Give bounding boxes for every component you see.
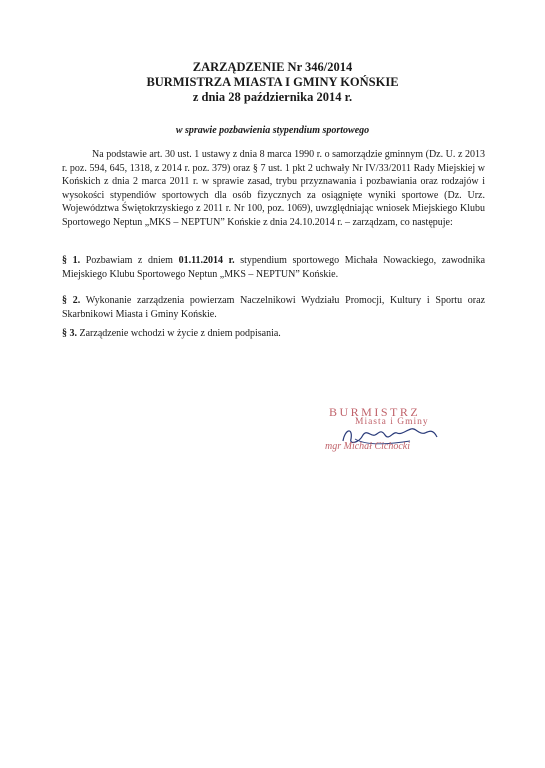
paragraph-1-text-after: stypendium sportowego Michała Nowackiego, zawodnika Miejskiego Klubu Sportowego Neptun „MKS – NEPTUN” Końskie.	[62, 255, 486, 280]
intro-paragraph: Na podstawie art. 30 ust. 1 ustawy z dnia 8 marca 1990 r. o samorządzie gminnym (Dz. U. z 2013 r. poz. 594, 645, 1318, z 2014 r. poz. 379) oraz § 7 ust. 1 pkt 2 uchwały Nr IV/33/2011 Rady Miejskiej w Końskich z dnia 2 marca 2011 r. w sprawie zasad, trybu przyznawania i pozbawiania oraz rodzajów i wysokości stypendiów sportowych dla osób fizycznych za osiągnięte wyniki sportowe (Dz. Urz. Województwa Świętokrzyskiego z 2011 r. Nr 100, poz. 1069), uwzględniając wniosek Miejskiego Klubu Sportowego Neptun „MKS – NEPTUN” Końskie z dnia 24.10.2014 r. – zarządzam, co następuje:	[62, 149, 485, 228]
document-subject: w sprawie pozbawienia stypendium sportowego	[175, 125, 370, 136]
issuer: BURMISTRZA MIASTA I GMINY KOŃSKIE	[146, 75, 399, 89]
document-header	[0, 60, 545, 105]
stamp-subtitle: Miasta i Gminy	[355, 417, 429, 427]
paragraph-2	[62, 294, 485, 321]
paragraph-2-text: Wykonanie zarządzenia powierzam Naczelnikowi Wydziału Promocji, Kultury i Sportu oraz Skarbnikowi Miasta i Gminy Końskie.	[62, 295, 486, 320]
official-stamp	[315, 405, 465, 465]
paragraph-2-label: § 2.	[62, 295, 81, 306]
paragraph-1-label: § 1.	[62, 255, 81, 266]
stamp-title: BURMISTRZ	[329, 405, 421, 419]
paragraph-3	[62, 327, 485, 341]
paragraph-1-date: 01.11.2014 r.	[178, 255, 235, 266]
paragraph-3-text: Zarządzenie wchodzi w życie z dniem podpisania.	[79, 328, 281, 339]
stamp-name: mgr Michał Cichocki	[325, 441, 410, 452]
handwritten-signature	[315, 405, 465, 465]
paragraph-1	[62, 254, 485, 281]
paragraph-1-text-before: Pozbawiam z dniem	[85, 255, 173, 266]
document-title: ZARZĄDZENIE Nr 346/2014	[192, 60, 353, 74]
paragraph-3-label: § 3.	[62, 328, 77, 339]
document-date: z dnia 28 października 2014 r.	[192, 90, 353, 104]
